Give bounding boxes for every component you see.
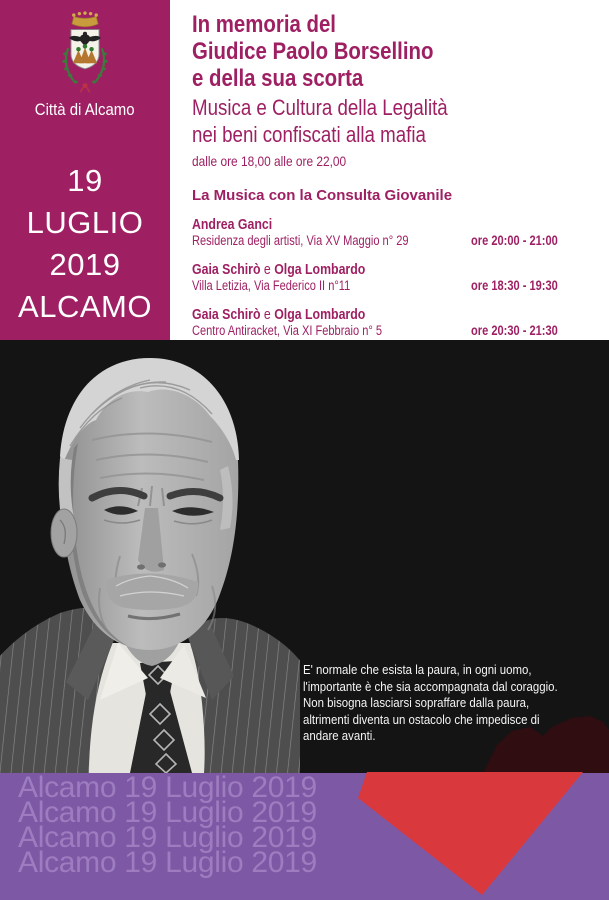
event-date — [0, 160, 170, 328]
event-artists: Andrea Ganci — [192, 217, 273, 233]
date-day: 19 — [67, 163, 103, 198]
title-line-3: e della sua scorta — [192, 65, 364, 92]
title-line-1: In memoria del — [192, 11, 336, 38]
date-city: ALCAMO — [18, 289, 152, 324]
footer-repeated-date: Alcamo 19 Luglio 2019 Alcamo 19 Luglio 2019 Alcamo 19 Luglio 2019 Alcamo 19 Luglio 2019 — [18, 773, 317, 879]
program-section-title: La Musica con la Consulta Giovanile — [192, 187, 453, 204]
event-venue: Residenza degli artisti, Via XV Maggio n° 29 — [192, 233, 409, 248]
title-line-2: Giudice Paolo Borsellino — [192, 38, 434, 65]
date-year: 2019 — [49, 247, 121, 282]
paolo-borsellino-portrait — [0, 348, 300, 773]
subtitle: Musica e Cultura della Legalità nei beni confiscati alla mafia — [192, 95, 448, 147]
borsellino-quote: E' normale che esista la paura, in ogni uomo, l'importante è che sia accompagnata dal coraggio. Non bisogna lasciarsi sopraffare dalla paura, altrimenti diventa un ostacolo che impedisce di andare avanti. — [303, 662, 595, 760]
event-hours: dalle ore 18,00 alle ore 22,00 — [192, 153, 347, 169]
sidebar-date-panel — [0, 0, 170, 340]
alcamo-coat-of-arms-icon — [54, 9, 116, 95]
date-month: LUGLIO — [26, 205, 144, 240]
photo-section — [0, 340, 609, 773]
city-label: Città di Alcamo — [35, 100, 135, 119]
event-artists: Gaia Schirò e Olga Lombardo — [192, 307, 366, 323]
event-time: ore 20:00 - 21:00 — [471, 233, 558, 248]
poster-header — [192, 11, 602, 169]
event-venue: Centro Antiracket, Via XI Febbraio n° 5 — [192, 323, 383, 338]
event-row — [192, 217, 558, 250]
event-time: ore 18:30 - 19:30 — [471, 278, 558, 293]
event-time: ore 20:30 - 21:30 — [471, 323, 558, 338]
event-artists: Gaia Schirò e Olga Lombardo — [192, 262, 366, 278]
program-listings — [192, 187, 558, 352]
event-row — [192, 307, 558, 340]
event-row — [192, 262, 558, 295]
event-venue: Villa Letizia, Via Federico II n°11 — [192, 278, 351, 293]
